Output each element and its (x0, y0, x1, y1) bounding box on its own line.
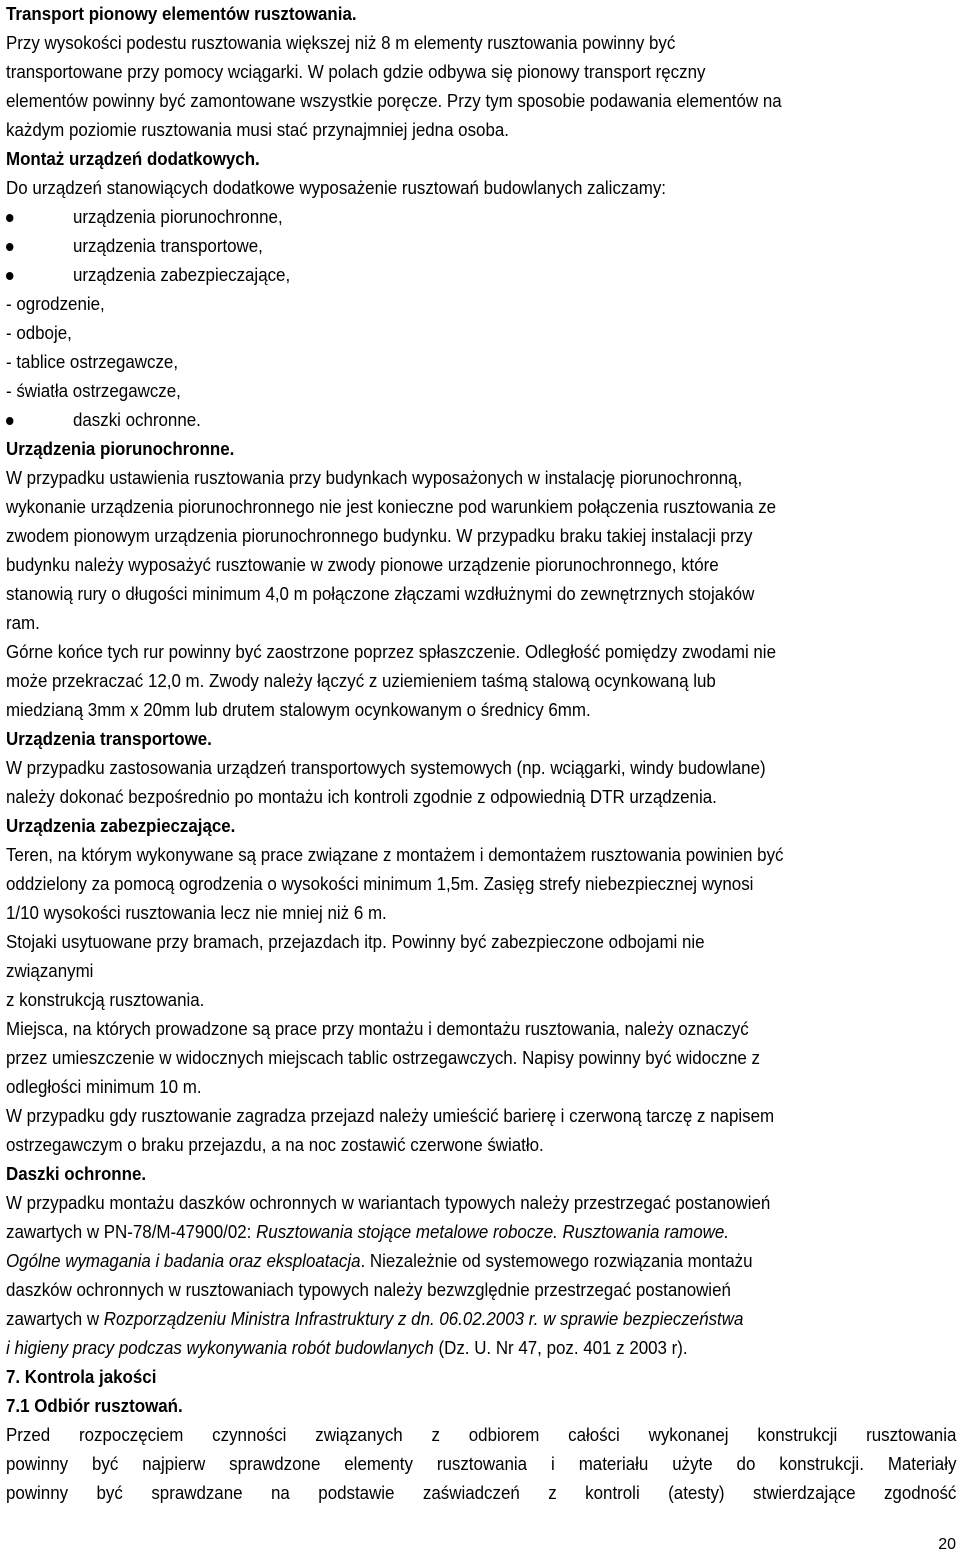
paragraph-line: każdym poziomie rusztowania musi stać przynajmniej jedna osoba. (6, 120, 509, 140)
word: konstrukcji (757, 1425, 838, 1445)
heading-zabezpieczajace: Urządzenia zabezpieczające. (6, 816, 236, 836)
bullet-icon (6, 214, 13, 222)
word: podstawie (318, 1483, 395, 1503)
heading-transport-pionowy: Transport pionowy elementów rusztowania. (6, 4, 357, 24)
word: Materiały (887, 1454, 957, 1474)
justified-line (6, 1479, 956, 1508)
word: z (431, 1425, 440, 1445)
bullet-item (6, 232, 956, 261)
heading-montaz: Montaż urządzeń dodatkowych. (6, 149, 260, 169)
bullet-icon (6, 417, 13, 425)
paragraph-line: wykonanie urządzenia piorunochronnego nie jest konieczne pod warunkiem połączenia rusztowania ze (6, 497, 777, 517)
heading-piorunochronne: Urządzenia piorunochronne. (6, 439, 235, 459)
word: czynności (212, 1425, 287, 1445)
paragraph-line (6, 1247, 956, 1276)
subheading-odbior-rusztowan: 7.1 Odbiór rusztowań. (6, 1396, 183, 1416)
bullet-icon (6, 272, 13, 280)
word: być (96, 1483, 123, 1503)
paragraph-line: miedzianą 3mm x 20mm lub drutem stalowym ocynkowanym o średnicy 6mm. (6, 700, 591, 720)
paragraph-line: oddzielony za pomocą ogrodzenia o wysokości minimum 1,5m. Zasięg strefy niebezpiecznej wynosi (6, 874, 754, 894)
dash-item: - odboje, (6, 323, 72, 343)
word: najpierw (142, 1454, 206, 1474)
paragraph-line: Miejsca, na których prowadzone są prace przy montażu i demontażu rusztowania, należy oznaczyć (6, 1019, 749, 1039)
text-run: zawartych w (6, 1309, 104, 1329)
heading-kontrola-jakosci: 7. Kontrola jakości (6, 1367, 157, 1387)
word: stwierdzające (753, 1483, 856, 1503)
paragraph-line: należy dokonać bezpośrednio po montażu ich kontroli zgodnie z odpowiednią DTR urządzenia. (6, 787, 717, 807)
paragraph-line: Górne końce tych rur powinny być zaostrzone poprzez spłaszczenie. Odległość pomiędzy zwodami nie (6, 642, 776, 662)
paragraph-line: 1/10 wysokości rusztowania lecz nie mniej niż 6 m. (6, 903, 387, 923)
word: z (548, 1483, 557, 1503)
paragraph-line: daszków ochronnych w rusztowaniach typowych należy bezwzględnie przestrzegać postanowień (6, 1280, 731, 1300)
paragraph-line: elementów powinny być zamontowane wszystkie poręcze. Przy tym sposobie podawania elementów na (6, 91, 782, 111)
word: konstrukcji. (779, 1454, 864, 1474)
italic-citation: Rusztowania stojące metalowe robocze. Rusztowania ramowe. (256, 1222, 729, 1242)
paragraph-line: stanowią rury o długości minimum 4,0 m połączone złączami wzdłużnymi do zewnętrznych stojaków (6, 584, 755, 604)
paragraph-line: Przy wysokości podestu rusztowania większej niż 8 m elementy rusztowania powinny być (6, 33, 676, 53)
paragraph-line: Do urządzeń stanowiących dodatkowe wyposażenie rusztowań budowlanych zaliczamy: (6, 178, 667, 198)
word: rusztowania (436, 1454, 528, 1474)
heading-daszki: Daszki ochronne. (6, 1164, 147, 1184)
paragraph-line: Teren, na którym wykonywane są prace związane z montażem i demontażem rusztowania powinien być (6, 845, 784, 865)
paragraph-line (6, 1334, 956, 1363)
paragraph-line: W przypadku gdy rusztowanie zagradza przejazd należy umieścić barierę i czerwoną tarczę z napisem (6, 1106, 775, 1126)
bullet-item (6, 203, 956, 232)
bullet-icon (6, 243, 13, 251)
word: zgodność (883, 1483, 957, 1503)
text-run: . Niezależnie od systemowego rozwiązania montażu (360, 1251, 753, 1271)
justified-line (6, 1421, 956, 1450)
paragraph-line: budynku należy wyposażyć rusztowanie w zwody pionowe urządzenie piorunochronnego, które (6, 555, 719, 575)
word: wykonanej (648, 1425, 729, 1445)
word: związanych (315, 1425, 403, 1445)
word: odbiorem (468, 1425, 540, 1445)
bullet-text: urządzenia zabezpieczające, (72, 265, 291, 285)
word: powinny (6, 1454, 69, 1474)
paragraph-line: W przypadku zastosowania urządzeń transportowych systemowych (np. wciągarki, windy budowlane) (6, 758, 766, 778)
word: i (551, 1454, 555, 1474)
heading-transportowe: Urządzenia transportowe. (6, 729, 212, 749)
document-body (6, 0, 956, 1508)
paragraph-line (6, 1305, 956, 1334)
paragraph-line: ostrzegawczym o braku przejazdu, a na noc zostawić czerwone światło. (6, 1135, 544, 1155)
bullet-item (6, 406, 956, 435)
dash-item: - światła ostrzegawcze, (6, 381, 181, 401)
word: elementy (344, 1454, 413, 1474)
italic-citation: i higieny pracy podczas wykonywania robót budowlanych (6, 1338, 434, 1358)
word: (atesty) (668, 1483, 725, 1503)
paragraph-line: może przekraczać 12,0 m. Zwody należy łączyć z uziemieniem taśmą stalową ocynkowaną lub (6, 671, 716, 691)
word: Przed (6, 1425, 51, 1445)
word: kontroli (585, 1483, 640, 1503)
word: zaświadczeń (422, 1483, 520, 1503)
page-number: 20 (938, 1536, 956, 1553)
word: całości (568, 1425, 620, 1445)
paragraph-line: W przypadku montażu daszków ochronnych w wariantach typowych należy przestrzegać postanowień (6, 1193, 771, 1213)
paragraph-line: transportowane przy pomocy wciągarki. W polach gdzie odbywa się pionowy transport ręczny (6, 62, 706, 82)
justified-paragraph (6, 1421, 956, 1508)
text-run: zawartych w PN-78/M-47900/02: (6, 1222, 257, 1242)
word: być (91, 1454, 119, 1474)
paragraph-line: związanymi (6, 961, 94, 981)
paragraph-line: W przypadku ustawienia rusztowania przy budynkach wyposażonych w instalację piorunochronną, (6, 468, 743, 488)
word: użyte (672, 1454, 713, 1474)
italic-citation: Rozporządzeniu Ministra Infrastruktury z dn. 06.02.2003 r. w sprawie bezpieczeństwa (103, 1309, 744, 1329)
dash-item: - ogrodzenie, (6, 294, 105, 314)
paragraph-line: Stojaki usytuowane przy bramach, przejazdach itp. Powinny być zabezpieczone odbojami nie (6, 932, 705, 952)
word: sprawdzane (151, 1483, 243, 1503)
paragraph-line: z konstrukcją rusztowania. (6, 990, 205, 1010)
paragraph-line: ram. (6, 613, 40, 633)
paragraph-line: zwodem pionowym urządzenia piorunochronnego budynku. W przypadku braku takiej instalacji przy (6, 526, 753, 546)
paragraph-line: odległości minimum 10 m. (6, 1077, 202, 1097)
bullet-text: urządzenia transportowe, (72, 236, 263, 256)
word: materiału (578, 1454, 649, 1474)
text-run: (Dz. U. Nr 47, poz. 401 z 2003 r). (433, 1338, 688, 1358)
word: sprawdzone (229, 1454, 321, 1474)
word: powinny (6, 1483, 69, 1503)
word: rozpoczęciem (79, 1425, 184, 1445)
paragraph-line: przez umieszczenie w widocznych miejscach tablic ostrzegawczych. Napisy powinny być widoczne z (6, 1048, 760, 1068)
dash-item: - tablice ostrzegawcze, (6, 352, 179, 372)
word: do (736, 1454, 756, 1474)
bullet-text: urządzenia piorunochronne, (72, 207, 283, 227)
paragraph-line (6, 1218, 956, 1247)
bullet-item (6, 261, 956, 290)
word: rusztowania (866, 1425, 957, 1445)
justified-line (6, 1450, 956, 1479)
italic-citation: Ogólne wymagania i badania oraz eksploatacja (6, 1251, 361, 1271)
word: na (271, 1483, 290, 1503)
bullet-text: daszki ochronne. (72, 410, 201, 430)
